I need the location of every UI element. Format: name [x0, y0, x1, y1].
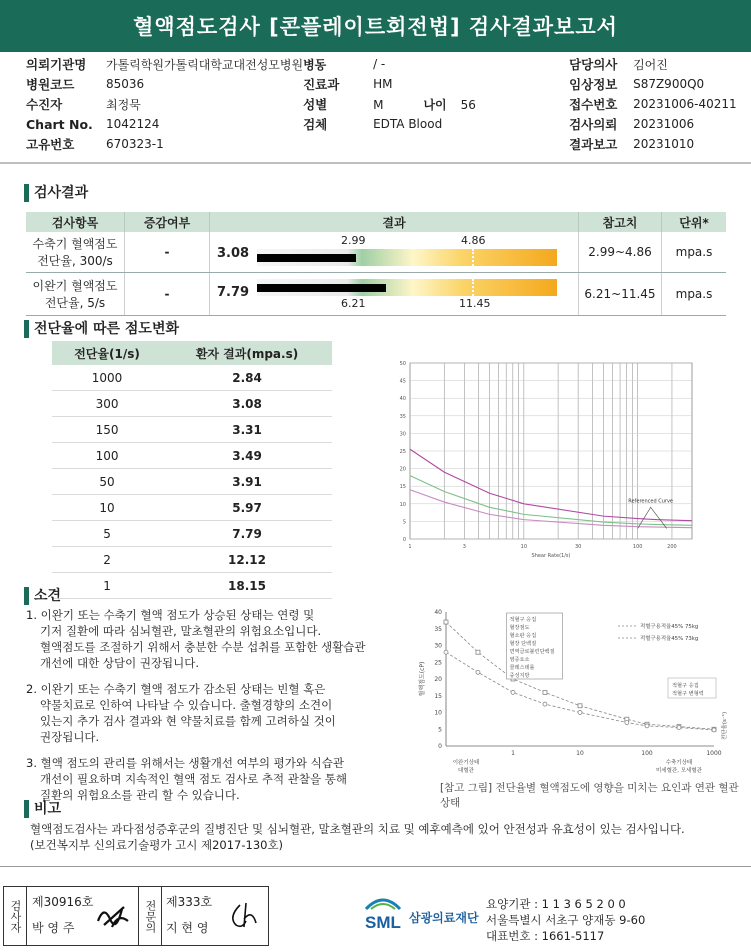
viscosity-value: 12.12	[162, 547, 332, 573]
y-tick-label: 40	[434, 609, 442, 616]
x-tick-label: 10	[576, 750, 584, 757]
x-tick-label: 30	[574, 544, 582, 550]
shear-rate: 2	[52, 547, 162, 573]
data-point	[543, 690, 547, 694]
result-table	[26, 212, 726, 316]
result-bar	[257, 249, 557, 266]
opinion-line: 2. 이완기 또는 수축기 혈액 점도가 감소된 상태는 빈혈 혹은	[26, 682, 326, 696]
org-name: 삼광의료재단	[409, 911, 479, 925]
data-point	[578, 704, 582, 708]
logo	[363, 895, 479, 934]
y-axis-label: 혈액점도(cP)	[419, 661, 426, 697]
info-label: 임상정보	[569, 77, 618, 92]
remark-text	[30, 821, 730, 853]
y-tick-label: 10	[399, 501, 406, 508]
x-axis-label: Shear Rate(1/s)	[531, 553, 571, 559]
section-title-result: 검사결과	[24, 184, 88, 202]
x-tick-label: 1	[408, 544, 412, 550]
sml-logo-icon	[363, 895, 403, 931]
y-tick-label: 15	[434, 692, 442, 700]
viscosity-value: 3.08	[162, 391, 332, 417]
result-value: 3.08	[217, 246, 250, 261]
reference-figure-chart	[414, 604, 734, 794]
opinion-line: 3. 혈액 점도의 관리를 위해서는 생활개선 여부의 평가와 식습관	[26, 756, 344, 770]
info-value: 최정묵	[106, 97, 141, 112]
x-annotation: 대혈관	[458, 768, 474, 774]
x-tick-label: 100	[641, 750, 653, 757]
opinion-line: 혈액점도를 조절하기 위해서 충분한 수분 섭취를 포함한 생활습관	[40, 640, 366, 654]
divider	[0, 866, 751, 867]
y2-axis-label: 전단율(s⁻¹)	[722, 711, 728, 741]
data-point	[625, 721, 629, 725]
y-tick-label: 10	[434, 709, 442, 717]
shear-row	[52, 417, 332, 443]
factor-label: 적혈구 응집	[672, 683, 699, 689]
col-header: 증감여부	[125, 212, 210, 232]
patient-info	[26, 54, 737, 154]
ref-high-label: 4.86	[461, 234, 486, 247]
y-tick-label: 20	[399, 466, 406, 473]
section-title-opinion: 소견	[24, 587, 61, 605]
data-point	[645, 724, 649, 728]
ref-low-label: 2.99	[341, 234, 366, 247]
col-header: 전단율(1/s)	[52, 341, 162, 365]
x-tick-label: 10	[520, 544, 528, 550]
y-tick-label: 25	[399, 449, 406, 455]
unit: mpa.s	[662, 273, 727, 316]
figure-caption: [참고 그림] 전단율별 혈액점도에 영향을 미치는 요인과 연관 혈관 상태	[440, 782, 739, 809]
info-label: 접수번호	[569, 97, 618, 112]
data-point	[476, 670, 480, 674]
factor-label: 혈소판 응집	[509, 633, 537, 639]
shear-row	[52, 495, 332, 521]
result-bar	[257, 279, 557, 296]
info-value: 가톨릭학원가톨릭대학교대전성모병원	[106, 57, 304, 72]
factor-label: 염증요소	[509, 657, 530, 663]
info-label: 의뢰기관명	[26, 57, 87, 72]
info-value: 670323-1	[106, 137, 164, 151]
y-tick-label: 5	[438, 726, 442, 734]
info-value: 1042124	[106, 117, 160, 131]
info-value: HM	[373, 77, 393, 91]
data-point	[476, 650, 480, 654]
y-tick-label: 50	[399, 361, 406, 367]
info-label: 진료과	[303, 77, 340, 92]
signature-box	[3, 886, 269, 946]
data-point	[444, 650, 448, 654]
col-header: 환자 결과(mpa.s)	[162, 341, 332, 365]
ref-range: 2.99~4.86	[579, 232, 662, 273]
shear-rate: 100	[52, 443, 162, 469]
x-tick-label: 3	[462, 544, 466, 550]
shear-row	[52, 573, 332, 599]
info-label: 수진자	[26, 97, 63, 112]
col-header: 검사항목	[26, 212, 125, 232]
x-tick-label: 1000	[706, 750, 722, 757]
unit: mpa.s	[662, 232, 727, 273]
info-value: 20231006-40211	[633, 97, 737, 111]
shear-row	[52, 443, 332, 469]
factor-label: 중성지방	[509, 673, 530, 679]
opinion-line: 1. 이완기 또는 수축기 혈액 점도가 상승된 상태는 연령 및	[26, 608, 315, 622]
ref-low-label: 6.21	[341, 297, 366, 310]
opinion-line: 있는지 추가 검사 결과와 현 약물치료를 함께 고려하실 것이	[40, 714, 336, 728]
y-tick-label: 40	[399, 396, 406, 403]
info-label: 성별	[303, 97, 328, 112]
info-value: 85036	[106, 77, 145, 91]
info-value: 김어진	[633, 57, 668, 72]
x-tick-label: 200	[667, 544, 677, 550]
info-value: S87Z900Q0	[633, 77, 705, 91]
result-table-wrap	[26, 212, 726, 316]
factor-label: 혈장 단백질	[509, 641, 537, 647]
y-tick-label: 25	[434, 659, 442, 667]
y-tick-label: 45	[399, 378, 406, 385]
shear-table-wrap	[52, 341, 332, 599]
shear-row	[52, 469, 332, 495]
shear-row	[52, 365, 332, 391]
result-cell	[210, 273, 579, 316]
annotation-label: Referenced Curve	[628, 498, 674, 505]
y-tick-label: 0	[438, 743, 442, 750]
viscosity-value: 5.97	[162, 495, 332, 521]
signature-1	[94, 899, 134, 931]
info-label: 병동	[303, 57, 327, 72]
y-tick-label: 0	[402, 537, 406, 543]
shear-rate: 300	[52, 391, 162, 417]
result-value: 7.79	[217, 285, 250, 300]
report-title: 혈액점도검사 [콘플레이트회전법] 검사결과보고서	[0, 0, 751, 52]
info-label: 검체	[303, 117, 328, 132]
opinion-line: 개선에 대한 상담이 권장됩니다.	[40, 656, 200, 670]
data-point	[543, 702, 547, 706]
org-code: 요양기관 : 1 1 3 6 5 2 0 0	[486, 897, 626, 911]
info-value: EDTA Blood	[373, 117, 443, 131]
factor-label: 적혈구 응집	[509, 617, 537, 623]
result-bar-fill	[257, 254, 356, 262]
change-indicator: -	[125, 232, 210, 273]
data-point	[677, 726, 681, 730]
shear-row	[52, 521, 332, 547]
signer-name: 박 영 주	[32, 921, 75, 935]
x-tick-label: 100	[632, 544, 643, 550]
opinion-line: 기저 질환에 따라 심뇌혈관, 말초혈관의 위험요소입니다.	[40, 624, 322, 638]
factor-label: 콜레스테롤	[509, 665, 535, 671]
y-tick-label: 5	[402, 519, 406, 526]
remark-line: 혈액점도검사는 과다점성증후군의 질병진단 및 심뇌혈관, 말초혈관의 치료 및 예후예측에 있어 안전성과 유효성이 있는 검사입니다.	[30, 822, 685, 836]
factor-label: 적혈구 변형력	[672, 691, 704, 697]
svg-text:SML: SML	[365, 913, 401, 931]
signer-name: 지 현 영	[166, 921, 209, 935]
data-point	[511, 690, 515, 694]
signer-role: 검사자	[4, 887, 27, 945]
org-info	[486, 896, 645, 944]
info-label: Chart No.	[26, 116, 93, 132]
test-name: 이완기 혈액점도 전단율, 5/s	[26, 273, 125, 316]
section-title-shear: 전단율에 따른 점도변화	[24, 320, 179, 338]
y-tick-label: 20	[434, 676, 442, 683]
info-value: 20231010	[633, 137, 695, 151]
info-label: 검사의뢰	[569, 117, 618, 132]
col-header: 참고치	[579, 212, 662, 232]
viscosity-value: 2.84	[162, 365, 332, 391]
shear-rate: 10	[52, 495, 162, 521]
shear-table	[52, 341, 332, 599]
data-point	[712, 728, 716, 732]
info-value: 20231006	[633, 117, 695, 131]
viscosity-reference-chart	[370, 355, 700, 570]
result-cell	[210, 232, 579, 273]
opinion-line: 질환의 위험요소를 관리 할 수 있습니다.	[40, 788, 240, 802]
test-name: 수축기 혈액점도 전단율, 300/s	[26, 232, 125, 273]
x-tick-label: 1	[511, 750, 515, 757]
opinion-line: 개선이 필요하며 지속적인 혈액 점도 검사로 추적 관찰을 통해	[40, 772, 347, 786]
viscosity-value: 3.31	[162, 417, 332, 443]
x-annotation: 이완기상태	[452, 760, 480, 766]
col-header: 결과	[210, 212, 579, 232]
col-header: 단위*	[662, 212, 727, 232]
legend-label: 적혈구용적율45% 73kg	[640, 636, 699, 642]
opinion-text	[26, 607, 386, 803]
shear-rate: 150	[52, 417, 162, 443]
ref-high-label: 11.45	[459, 297, 491, 310]
result-bar-fill	[257, 284, 386, 292]
license-no: 제30916호	[32, 895, 94, 909]
opinion-line: 권장됩니다.	[40, 730, 100, 744]
shear-row	[52, 547, 332, 573]
table-row	[26, 232, 726, 273]
table-row	[26, 273, 726, 316]
shear-rate: 50	[52, 469, 162, 495]
shear-rate: 1	[52, 573, 162, 599]
y-tick-label: 30	[434, 642, 442, 650]
y-tick-label: 35	[434, 625, 442, 633]
signer-role: 전문의	[138, 887, 162, 945]
y-tick-label: 30	[399, 431, 406, 438]
shear-rate: 5	[52, 521, 162, 547]
y-tick-label: 35	[399, 413, 406, 420]
remark-line: (보건복지부 신의료기술평가 고시 제2017-130호)	[30, 838, 284, 852]
section-title-remark: 비고	[24, 800, 61, 818]
info-label: 담당의사	[569, 57, 618, 72]
org-address: 서울특별시 서초구 양재동 9-60	[486, 913, 646, 927]
viscosity-value: 3.49	[162, 443, 332, 469]
data-point	[444, 620, 448, 624]
org-phone: 대표번호 : 1661-5117	[486, 929, 605, 943]
ref-range: 6.21~11.45	[579, 273, 662, 316]
x-annotation: 수축기상태	[665, 760, 693, 766]
info-label: 병원코드	[26, 77, 75, 92]
shear-rate: 1000	[52, 365, 162, 391]
change-indicator: -	[125, 273, 210, 316]
data-point	[578, 711, 582, 715]
y-tick-label: 15	[399, 484, 406, 491]
factor-label: 혈장점도	[509, 625, 530, 631]
viscosity-value: 7.79	[162, 521, 332, 547]
shear-row	[52, 391, 332, 417]
divider	[0, 162, 751, 164]
opinion-line: 약물치료로 인하여 나타날 수 있습니다. 출혈경향의 소견이	[40, 698, 333, 712]
signature-2	[226, 899, 262, 933]
info-value: / -	[373, 57, 386, 71]
factor-label: 면역글로불린단백질	[509, 649, 555, 655]
license-no: 제333호	[166, 895, 213, 909]
viscosity-value: 18.15	[162, 573, 332, 599]
info-label: 고유번호	[26, 137, 75, 152]
info-value: M 나이 56	[373, 97, 476, 112]
info-label: 결과보고	[569, 137, 618, 152]
x-annotation: 미세혈관, 모세혈관	[655, 768, 702, 774]
viscosity-value: 3.91	[162, 469, 332, 495]
legend-label: 적혈구용적율45% 75kg	[640, 624, 699, 630]
